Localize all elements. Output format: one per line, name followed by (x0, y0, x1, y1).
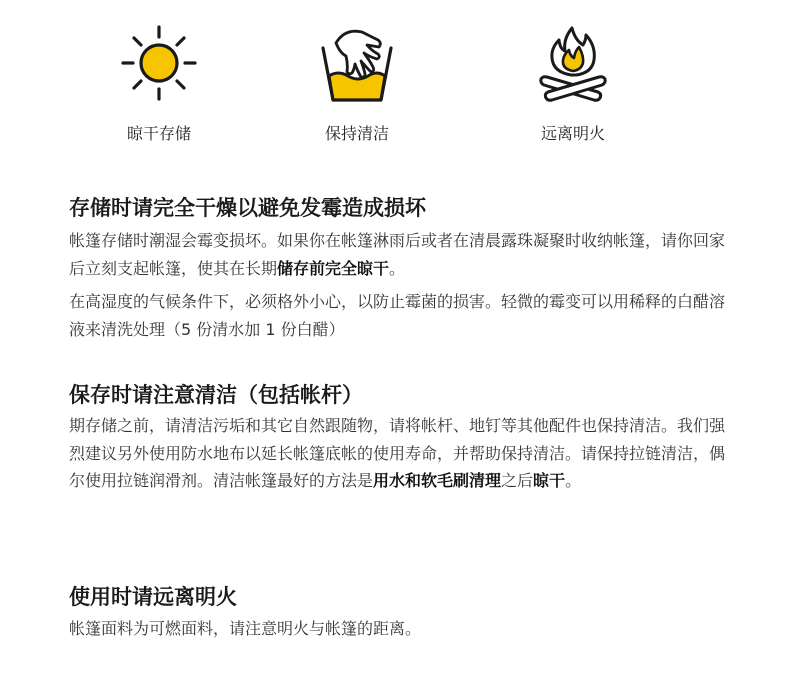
campfire-icon (528, 18, 618, 108)
section-keep-clean (69, 380, 729, 495)
section-paragraph (69, 227, 729, 282)
paragraph-text: 。 (565, 471, 582, 490)
care-label-clean: 保持清洁 (324, 124, 389, 143)
section-fire-safety (69, 582, 729, 643)
paragraph-emphasis: 晾干 (533, 471, 566, 490)
section-title: 保存时请注意清洁（包括帐杆） (69, 383, 363, 407)
care-label-fire: 远离明火 (540, 124, 605, 143)
hand-wash-icon (312, 18, 402, 108)
section-paragraph: 帐篷面料为可燃面料，请注意明火与帐篷的距离。 (69, 619, 422, 638)
paragraph-text: 帐篷存储时潮湿会霉变损坏。如果你在帐篷淋雨后或者在清晨露珠凝聚时收纳帐篷，请你回家后立刻支起帐篷，使其在长期 (69, 231, 726, 278)
paragraph-emphasis: 用水和软毛刷清理 (373, 471, 502, 490)
paragraph-text: 。 (389, 258, 406, 278)
care-label-dry: 晾干存储 (126, 124, 191, 143)
paragraph-text: 之后 (501, 471, 534, 490)
care-item-dry (79, 18, 239, 143)
section-title: 存储时请完全干燥以避免发霉造成损坏 (69, 196, 426, 220)
section-paragraph: 在高湿度的气候条件下，必须格外小心，以防止霉菌的损害。轻微的霉变可以用稀释的白醋溶液来清洗处理（5 份清水加 1 份白醋） (69, 292, 726, 339)
care-item-fire (493, 18, 653, 143)
section-paragraph (69, 412, 729, 495)
section-dry-storage (69, 193, 729, 343)
care-icons-row (0, 18, 790, 148)
paragraph-text: 期存储之前，请清洁污垢和其它自然跟随物，请将帐杆、地钉等其他配件也保持清洁。我们强烈建议另外使用防水地布以延长帐篷底帐的使用寿命，并帮助保持清洁。请保持拉链清洁，偶尔使用拉链润滑剂。清洁帐篷最好的方法是 (69, 416, 726, 490)
sun-icon (114, 18, 204, 108)
care-item-clean (277, 18, 437, 143)
section-title: 使用时请远离明火 (69, 585, 237, 609)
paragraph-emphasis: 储存前完全晾干 (277, 258, 390, 278)
